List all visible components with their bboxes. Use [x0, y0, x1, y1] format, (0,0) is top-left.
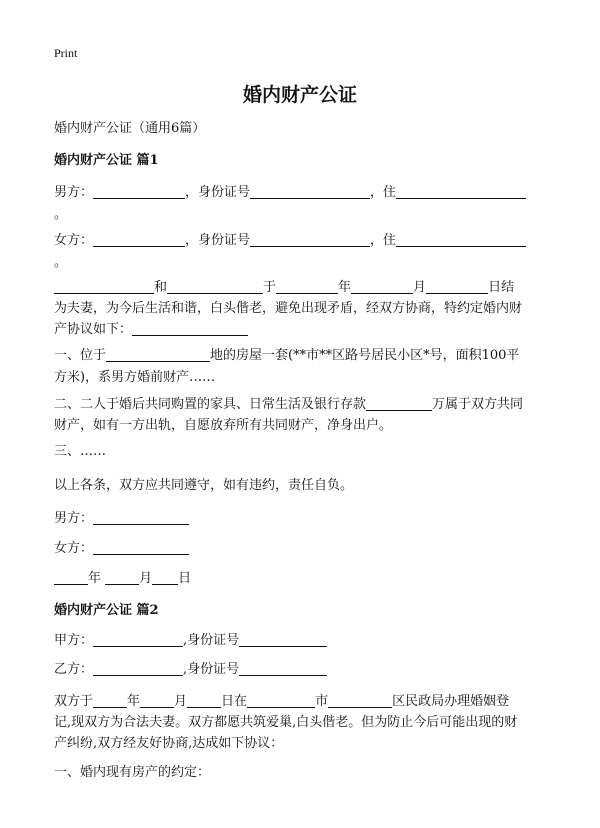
sign-wife-blank — [93, 540, 189, 555]
and-text: 和 — [154, 280, 168, 295]
bureau-text: 区民政局办理婚姻登 — [392, 694, 510, 709]
district-blank — [328, 693, 392, 708]
party-a-name-blank — [93, 632, 183, 647]
party-b-line — [54, 659, 551, 681]
on-text: 于 — [263, 280, 277, 295]
sign-husband-line — [54, 508, 551, 530]
party-b-id-label: ,身份证号 — [183, 662, 240, 677]
print-label[interactable]: Print — [54, 46, 78, 60]
id-label: ，身份证号 — [185, 233, 251, 248]
wife-id-blank — [250, 232, 370, 247]
husband-id-blank — [250, 184, 370, 199]
city-text: 市 — [315, 694, 329, 709]
section-1-heading: 婚内财产公证 篇1 — [54, 153, 159, 168]
sign-husband-blank — [93, 510, 189, 525]
item-2-suffix: 万属于双方共同 — [432, 397, 524, 412]
item-3: 三、…… — [54, 444, 107, 459]
period: 。 — [54, 255, 68, 270]
month-text: 月 — [413, 280, 427, 295]
reg-year-blank — [93, 693, 127, 708]
amount-blank — [366, 396, 432, 411]
registration-line-3: 产纠纷,双方经友好协商,达成如下协议： — [54, 736, 284, 751]
sign-year-text: 年 — [88, 571, 102, 586]
item-2-line-1 — [54, 394, 551, 416]
reg-year-text: 年 — [127, 694, 141, 709]
reg-month-blank — [140, 693, 174, 708]
location-blank — [106, 347, 210, 362]
sign-husband-label: 男方： — [54, 511, 94, 526]
closing-text: 以上各条，双方应共同遵守，如有违约，责任自负。 — [54, 478, 354, 493]
item-1-line-1 — [54, 345, 551, 367]
party-b-name-blank — [93, 661, 183, 676]
name-blank — [167, 279, 263, 294]
year-blank — [276, 279, 338, 294]
reg-prefix: 双方于 — [54, 694, 94, 709]
marriage-line-1 — [54, 277, 551, 299]
reg-day-text: 日在 — [221, 694, 248, 709]
sign-date-line — [54, 568, 551, 590]
reg-month-text: 月 — [174, 694, 188, 709]
sign-month-text: 月 — [139, 571, 153, 586]
day-blank — [426, 279, 488, 294]
wife-address-blank — [396, 232, 526, 247]
city-blank — [247, 693, 315, 708]
marriage-line-2: 为夫妻，为今后生活和谐，白头偕老，避免出现矛盾，经双方协商，特约定婚内财 — [54, 301, 523, 316]
party-b-label: 乙方： — [54, 662, 94, 677]
agreement-intro: 产协议如下： — [54, 322, 133, 337]
day-text: 日结 — [488, 280, 515, 295]
item-2-prefix: 二、二人于婚后共同购置的家具、日常生活及银行存款 — [54, 397, 367, 412]
sign-wife-label: 女方： — [54, 541, 94, 556]
husband-name-blank — [93, 184, 185, 199]
party-a-label: 甲方： — [54, 633, 94, 648]
year-text: 年 — [338, 280, 352, 295]
sign-wife-line — [54, 538, 551, 560]
id-label: ，身份证号 — [185, 185, 251, 200]
wife-name-blank — [93, 232, 185, 247]
wife-label: 女方： — [54, 233, 94, 248]
address-label: ，住 — [370, 185, 397, 200]
section-2-item-1: 一、婚内现有房产的约定： — [54, 765, 211, 780]
page-title: 婚内财产公证 — [242, 84, 357, 106]
marriage-line-3 — [54, 319, 551, 341]
item-1-line-2: 方米)，系男方婚前财产…… — [54, 370, 216, 385]
party-b-id-blank — [239, 661, 327, 676]
husband-info-line — [54, 182, 551, 204]
party-a-id-label: ,身份证号 — [183, 633, 240, 648]
sign-month-blank — [105, 570, 139, 585]
sign-day-text: 日 — [178, 571, 192, 586]
name-blank — [54, 279, 154, 294]
document-subtitle: 婚内财产公证（通用6篇） — [54, 121, 206, 136]
period: 。 — [54, 207, 68, 222]
registration-line-2: 记,现双方为合法夫妻。双方都愿共筑爱巢,白头偕老。但为防止今后可能出现的财 — [54, 715, 518, 730]
section-2-heading: 婚内财产公证 篇2 — [54, 603, 159, 618]
registration-line-1 — [54, 691, 551, 713]
wife-info-line — [54, 230, 551, 252]
month-blank — [351, 279, 413, 294]
item-2-line-2: 财产，如有一方出轨，自愿放弃所有共同财产，净身出户。 — [54, 418, 393, 433]
agreement-blank — [132, 321, 248, 336]
husband-address-blank — [396, 184, 526, 199]
party-a-line — [54, 630, 551, 652]
husband-label: 男方： — [54, 185, 94, 200]
reg-day-blank — [187, 693, 221, 708]
sign-day-blank — [152, 570, 178, 585]
sign-year-blank — [54, 570, 88, 585]
item-1-suffix: 地的房屋一套(**市**区路号居民小区*号，面积100平 — [210, 348, 520, 363]
address-label: ，住 — [370, 233, 397, 248]
item-1-prefix: 一、位于 — [54, 348, 107, 363]
party-a-id-blank — [239, 632, 327, 647]
